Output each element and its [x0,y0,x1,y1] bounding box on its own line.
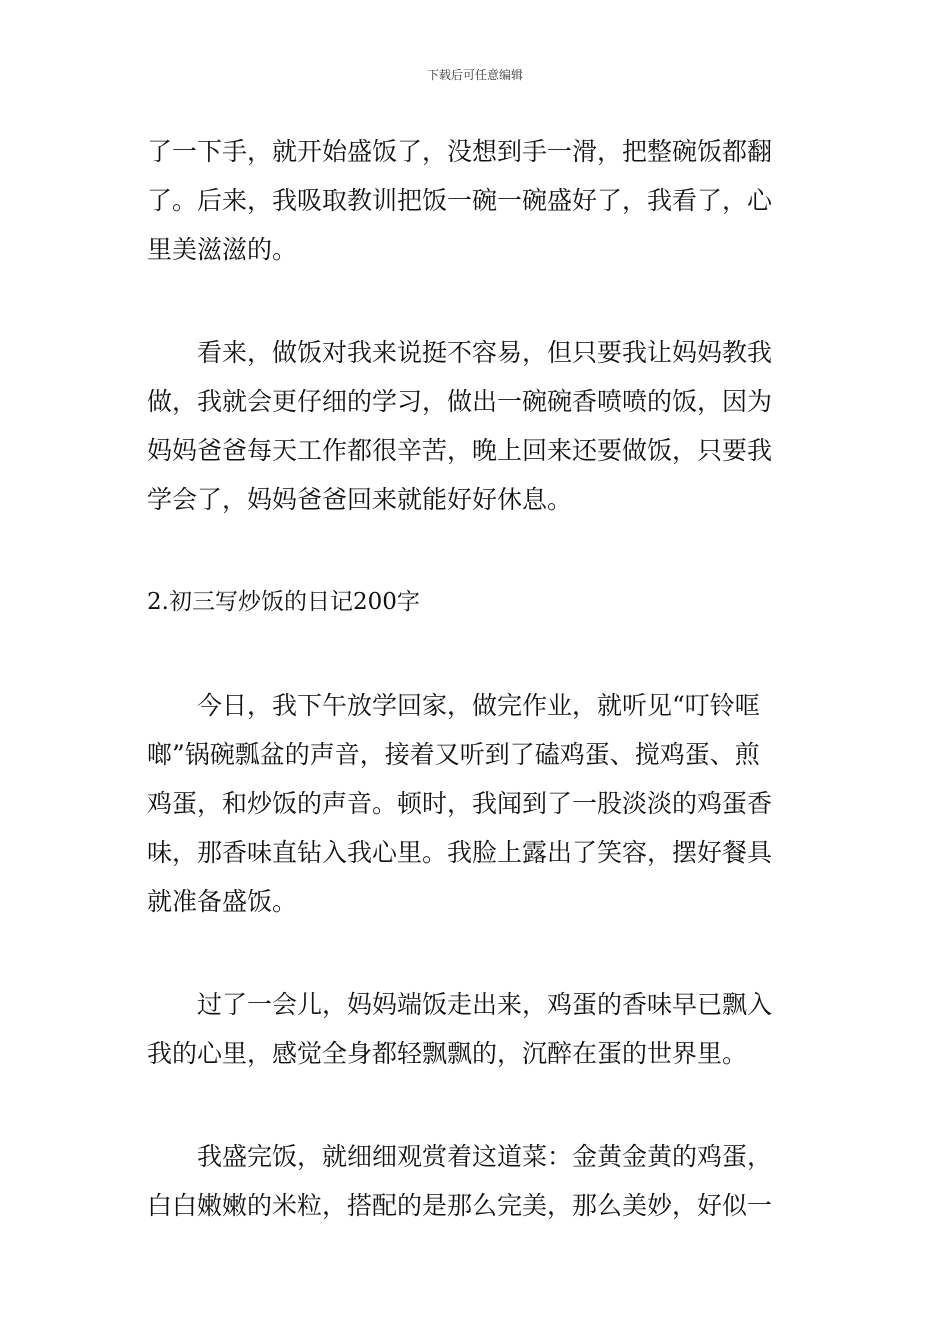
paragraph-5 [147,1132,807,1230]
document-body [147,127,807,1230]
paragraph-gap [147,524,807,578]
text-line: 了一下手，就开始盛饭了，没想到手一滑，把整碗饭都翻 [147,137,773,166]
text-line: 里美滋滋的。 [147,235,298,264]
text-line: 妈妈爸爸每天工作都很辛苦，晚上回来还要做饭，只要我 [147,436,773,465]
text-line: 我盛完饭，就细细观赏着这道菜：金黄金黄的鸡蛋， [197,1142,773,1171]
section-heading: 2.初三写炒饭的日记200字 [147,589,420,615]
paragraph-gap [147,627,807,681]
text-line: 就准备盛饭。 [147,887,298,916]
text-line: 了。后来，我吸取教训把饭一碗一碗盛好了，我看了，心 [147,186,773,215]
page-header: 下载后可任意编辑 [426,68,523,82]
text-line: 白白嫩嫩的米粒，搭配的是那么完美，那么美妙，好似一 [147,1191,773,1220]
text-line: 味，那香味直钻入我心里。我脸上露出了笑容，摆好餐具 [147,838,773,867]
text-line: 我的心里，感觉全身都轻飘飘的，沉醉在蛋的世界里。 [147,1039,748,1068]
text-line: 做，我就会更仔细的学习，做出一碗碗香喷喷的饭，因为 [147,387,773,416]
paragraph-4 [147,980,807,1078]
paragraph-gap [147,274,807,328]
text-line: 学会了，妈妈爸爸回来就能好好休息。 [147,485,573,514]
text-line: 今日，我下午放学回家，做完作业，就听见“叮铃哐 [197,691,760,720]
paragraph-gap [147,1078,807,1132]
text-line: 过了一会儿，妈妈端饭走出来，鸡蛋的香味早已飘入 [197,990,773,1019]
text-line: 看来，做饭对我来说挺不容易，但只要我让妈妈教我 [197,338,773,367]
paragraph-gap [147,926,807,980]
paragraph-1 [147,127,807,274]
paragraph-2 [147,328,807,524]
text-line: 啷”锅碗瓢盆的声音，接着又听到了磕鸡蛋、搅鸡蛋、煎 [147,740,760,769]
text-line: 鸡蛋，和炒饭的声音。顿时，我闻到了一股淡淡的鸡蛋香 [147,789,773,818]
paragraph-3 [147,681,807,926]
